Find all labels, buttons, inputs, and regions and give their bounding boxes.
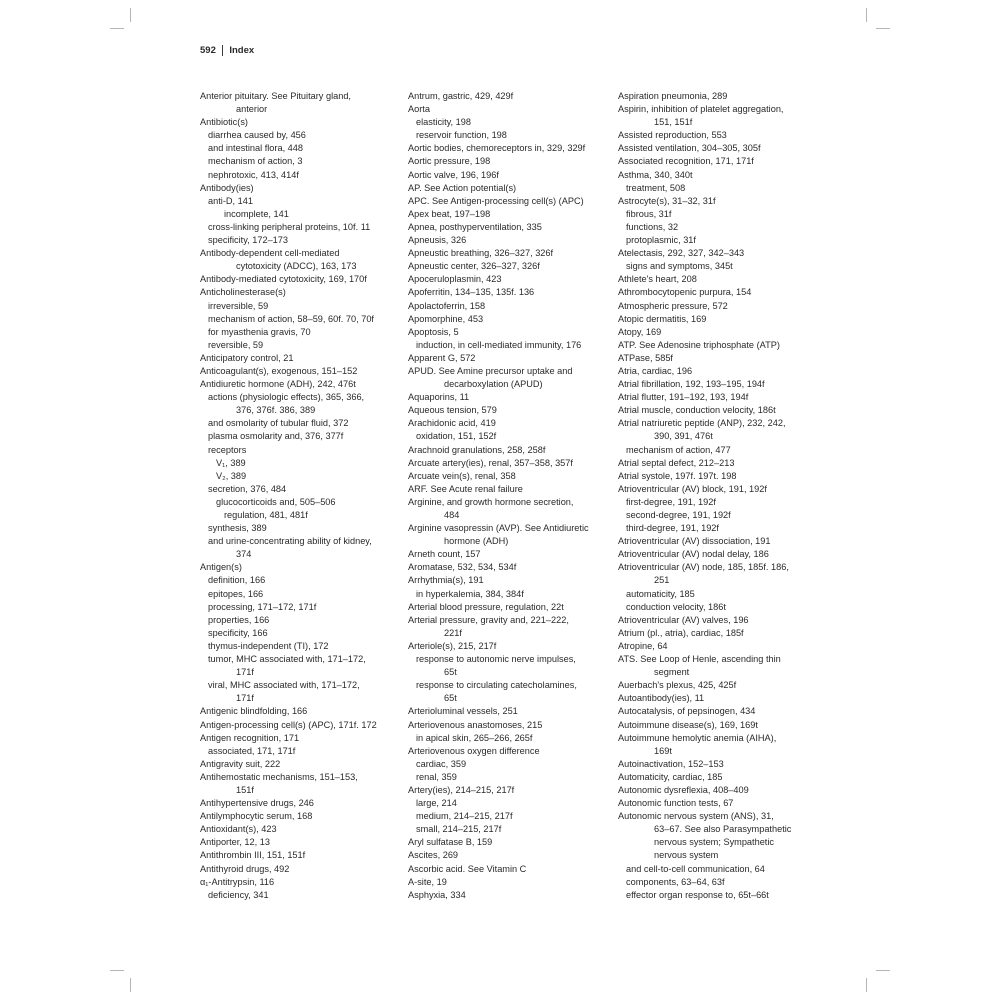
crop-mark-right-bottom: [876, 970, 890, 971]
index-subentry: 484: [444, 510, 460, 520]
index-entry: Auerbach's plexus, 425, 425f: [618, 680, 737, 691]
index-entry: Arcuate artery(ies), renal, 357–358, 357f: [408, 457, 573, 468]
index-subentry: processing, 171–172, 171f: [208, 601, 317, 612]
index-entry: Assisted ventilation, 304–305, 305f: [618, 143, 761, 154]
index-entry: Atrioventricular (AV) nodal delay, 186: [618, 549, 769, 560]
page-number: 592: [200, 45, 216, 56]
crop-mark-right-top: [876, 28, 890, 29]
index-subentry: cytotoxicity (ADCC), 163, 173: [236, 261, 357, 272]
index-entry: Autonomic nervous system (ANS), 31,: [618, 811, 774, 822]
index-entry: Apoptosis, 5: [408, 326, 459, 337]
index-subentry: in hyperkalemia, 384, 384f: [416, 588, 524, 599]
index-entry: APC. See Antigen-processing cell(s) (APC): [408, 195, 584, 206]
index-entry: Aromatase, 532, 534, 534f: [408, 562, 517, 573]
index-subentry: protoplasmic, 31f: [626, 235, 696, 246]
index-entry: Arterioluminal vessels, 251: [408, 706, 518, 717]
index-entry: Atrium (pl., atria), cardiac, 185f: [618, 627, 744, 638]
index-entry: Aspiration pneumonia, 289: [618, 91, 728, 101]
index-subentry: signs and symptoms, 345t: [626, 261, 733, 272]
index-entry: AP. See Action potential(s): [408, 182, 517, 193]
index-entry: Arrhythmia(s), 191: [408, 575, 484, 586]
index-entry: Atrioventricular (AV) valves, 196: [618, 614, 749, 625]
index-entry: Apoferritin, 134–135, 135f. 136: [408, 287, 535, 298]
index-entry: ATPase, 585f: [618, 352, 673, 363]
index-entry: Associated recognition, 171, 171f: [618, 156, 754, 167]
index-subentry: and urine-concentrating ability of kidney,: [208, 536, 372, 547]
index-entry: Antithrombin III, 151, 151f: [200, 850, 306, 861]
index-entry: Atrial septal defect, 212–213: [618, 457, 735, 468]
index-subentry: V₁, 389: [216, 457, 246, 468]
index-subentry: properties, 166: [208, 614, 270, 625]
index-entry: Arteriole(s), 215, 217f: [408, 640, 497, 651]
index-subentry: and osmolarity of tubular fluid, 372: [208, 418, 349, 429]
index-entry: Asphyxia, 334: [408, 889, 466, 900]
index-entry: Aorta: [408, 104, 430, 115]
index-subentry: response to circulating catecholamines,: [416, 680, 577, 691]
index-entry: Anticoagulant(s), exogenous, 151–152: [200, 365, 358, 376]
index-subentry: definition, 166: [208, 575, 266, 586]
index-entry: Arcuate vein(s), renal, 358: [408, 470, 516, 481]
index-subentry: glucocorticoids and, 505–506: [216, 496, 336, 507]
index-subentry: fibrous, 31f: [626, 208, 672, 219]
index-entry: Atrial systole, 197f. 197t. 198: [618, 470, 737, 481]
index-subentry: large, 214: [416, 798, 457, 809]
index-subentry: mechanism of action, 3: [208, 156, 303, 167]
index-subentry: receptors: [208, 444, 247, 455]
index-entry: Apnea, posthyperventilation, 335: [408, 221, 542, 232]
index-entry: Autonomic function tests, 67: [618, 798, 734, 809]
index-entry: Antilymphocytic serum, 168: [200, 811, 313, 822]
index-entry: Apex beat, 197–198: [408, 208, 491, 219]
index-entry: α₁-Antitrypsin, 116: [200, 876, 275, 887]
index-entry: Apparent G, 572: [408, 352, 476, 363]
section-title: Index: [229, 45, 255, 56]
index-subentry: and cell-to-cell communication, 64: [626, 863, 765, 874]
index-subentry: oxidation, 151, 152f: [416, 431, 497, 442]
index-entry: Antigen(s): [200, 562, 242, 573]
index-entry: Apoceruloplasmin, 423: [408, 274, 502, 285]
index-subentry: first-degree, 191, 192f: [626, 496, 716, 507]
index-entry: Atelectasis, 292, 327, 342–343: [618, 248, 745, 259]
index-entry: Atrial fibrillation, 192, 193–195, 194f: [618, 379, 765, 390]
index-entry: Antigen recognition, 171: [200, 732, 300, 743]
index-entry: A-site, 19: [408, 876, 447, 887]
index-subentry: renal, 359: [416, 771, 457, 782]
index-subentry: segment: [654, 667, 690, 678]
index-entry: Arterial blood pressure, regulation, 22t: [408, 601, 564, 612]
index-subentry: 171f: [236, 667, 254, 678]
crop-mark-top-left: [130, 8, 131, 22]
index-entry: Antioxidant(s), 423: [200, 824, 277, 835]
index-entry: Athlete's heart, 208: [618, 274, 697, 285]
index-subentry: and intestinal flora, 448: [208, 143, 304, 154]
index-entry: Anticipatory control, 21: [200, 352, 294, 363]
index-subentry: 65t: [444, 693, 457, 704]
index-subentry: 376, 376f. 386, 389: [236, 405, 316, 416]
index-subentry: decarboxylation (APUD): [444, 379, 543, 390]
index-subentry: functions, 32: [626, 221, 679, 232]
index-subentry: nervous system; Sympathetic: [654, 837, 774, 848]
index-entry: ARF. See Acute renal failure: [408, 483, 523, 494]
index-subentry: epitopes, 166: [208, 588, 264, 599]
index-entry: Atopic dermatitis, 169: [618, 313, 707, 324]
index-entry: ATP. See Adenosine triphosphate (ATP): [618, 339, 780, 350]
index-entry: Aqueous tension, 579: [408, 405, 497, 416]
index-subentry: 151f: [236, 784, 254, 795]
index-subentry: anterior: [236, 104, 268, 115]
index-entry: Anterior pituitary. See Pituitary gland,: [200, 91, 351, 101]
index-subentry: third-degree, 191, 192f: [626, 523, 719, 534]
index-column-2: [408, 90, 608, 902]
index-entry: Arginine vasopressin (AVP). See Antidiuretic: [408, 523, 589, 534]
index-entry: Antigravity suit, 222: [200, 758, 281, 769]
index-subentry: specificity, 172–173: [208, 235, 289, 246]
index-entry: Apneusis, 326: [408, 235, 467, 246]
index-entry: Autonomic dysreflexia, 408–409: [618, 784, 749, 795]
crop-mark-bottom-left: [130, 978, 131, 992]
index-subentry: actions (physiologic effects), 365, 366,: [208, 392, 365, 403]
index-entry: Antrum, gastric, 429, 429f: [408, 91, 514, 101]
index-subentry: mechanism of action, 58–59, 60f. 70, 70f: [208, 313, 374, 324]
index-subentry: cross-linking peripheral proteins, 10f. 11: [208, 221, 371, 232]
index-subentry: for myasthenia gravis, 70: [208, 326, 311, 337]
index-subentry: hormone (ADH): [444, 536, 509, 547]
crop-mark-left-top: [110, 28, 124, 29]
index-subentry: automaticity, 185: [626, 588, 695, 599]
index-entry: Antidiuretic hormone (ADH), 242, 476t: [200, 379, 356, 390]
index-entry: Arachnoid granulations, 258, 258f: [408, 444, 546, 455]
index-subentry: 171f: [236, 693, 254, 704]
index-entry: Atmospheric pressure, 572: [618, 300, 728, 311]
index-entry: Autoinactivation, 152–153: [618, 758, 724, 769]
index-subentry: irreversible, 59: [208, 300, 269, 311]
index-entry: Astrocyte(s), 31–32, 31f: [618, 195, 716, 206]
index-subentry: conduction velocity, 186t: [626, 601, 726, 612]
index-subentry: components, 63–64, 63f: [626, 876, 725, 887]
index-entry: Aryl sulfatase B, 159: [408, 837, 493, 848]
index-subentry: 251: [654, 575, 670, 586]
index-subentry: 151, 151f: [654, 117, 693, 128]
index-subentry: 374: [236, 549, 252, 560]
index-subentry: treatment, 508: [626, 182, 686, 193]
index-subentry: 169t: [654, 745, 672, 756]
index-entry: Assisted reproduction, 553: [618, 130, 727, 141]
index-subentry: diarrhea caused by, 456: [208, 130, 306, 141]
index-entry: Arteriovenous anastomoses, 215: [408, 719, 543, 730]
index-entry: Antibody-dependent cell-mediated: [200, 248, 340, 259]
index-entry: Asthma, 340, 340t: [618, 169, 693, 180]
index-entry: Ascorbic acid. See Vitamin C: [408, 863, 527, 874]
index-entry: Athrombocytopenic purpura, 154: [618, 287, 752, 298]
index-entry: Aortic pressure, 198: [408, 156, 491, 167]
index-subentry: mechanism of action, 477: [626, 444, 731, 455]
index-subentry: induction, in cell-mediated immunity, 176: [416, 339, 582, 350]
index-entry: Apneustic center, 326–327, 326f: [408, 261, 540, 272]
index-subentry: reversible, 59: [208, 339, 264, 350]
index-entry: Apomorphine, 453: [408, 313, 484, 324]
index-subentry: 65t: [444, 667, 457, 678]
index-entry: Apolactoferrin, 158: [408, 300, 486, 311]
index-entry: Anticholinesterase(s): [200, 287, 286, 298]
index-subentry: in apical skin, 265–266, 265f: [416, 732, 533, 743]
index-entry: Antiporter, 12, 13: [200, 837, 270, 848]
index-entry: ATS. See Loop of Henle, ascending thin: [618, 654, 781, 665]
index-subentry: deficiency, 341: [208, 889, 269, 900]
index-subentry: elasticity, 198: [416, 117, 471, 128]
index-entry: Atrioventricular (AV) node, 185, 185f. 186,: [618, 562, 789, 573]
index-subentry: tumor, MHC associated with, 171–172,: [208, 654, 366, 665]
index-subentry: incomplete, 141: [224, 208, 289, 219]
index-entry: Apneustic breathing, 326–327, 326f: [408, 248, 554, 259]
index-subentry: regulation, 481, 481f: [224, 510, 308, 520]
index-entry: Atria, cardiac, 196: [618, 365, 693, 376]
index-entry: Atopy, 169: [618, 326, 662, 337]
index-subentry: 390, 391, 476t: [654, 431, 713, 442]
index-subentry: effector organ response to, 65t–66t: [626, 889, 769, 900]
header-divider: [222, 45, 224, 56]
crop-mark-left-bottom: [110, 970, 124, 971]
index-entry: Atropine, 64: [618, 640, 668, 651]
index-entry: Antihypertensive drugs, 246: [200, 798, 314, 809]
index-entry: Atrioventricular (AV) dissociation, 191: [618, 536, 771, 547]
index-entry: Autoimmune disease(s), 169, 169t: [618, 719, 758, 730]
index-entry: Atrial flutter, 191–192, 193, 194f: [618, 392, 749, 403]
index-entry: Aquaporins, 11: [408, 392, 470, 403]
index-entry: Antibody(ies): [200, 182, 254, 193]
index-subentry: cardiac, 359: [416, 758, 467, 769]
index-subentry: medium, 214–215, 217f: [416, 811, 513, 822]
index-subentry: 221f: [444, 627, 462, 638]
index-entry: Antithyroid drugs, 492: [200, 863, 290, 874]
index-entry: Antihemostatic mechanisms, 151–153,: [200, 771, 358, 782]
index-entry: Autoantibody(ies), 11: [618, 693, 705, 704]
index-entry: Arterial pressure, gravity and, 221–222,: [408, 614, 569, 625]
index-subentry: viral, MHC associated with, 171–172,: [208, 680, 360, 691]
index-entry: Autocatalysis, of pepsinogen, 434: [618, 706, 756, 717]
crop-mark-top-right: [866, 8, 867, 22]
index-subentry: second-degree, 191, 192f: [626, 510, 731, 520]
index-entry: Aortic valve, 196, 196f: [408, 169, 499, 180]
index-subentry: plasma osmolarity and, 376, 377f: [208, 431, 344, 442]
index-subentry: associated, 171, 171f: [208, 745, 296, 756]
crop-mark-bottom-right: [866, 978, 867, 992]
index-subentry: synthesis, 389: [208, 523, 267, 534]
index-subentry: anti-D, 141: [208, 195, 253, 206]
index-entry: Aortic bodies, chemoreceptors in, 329, 329f: [408, 143, 586, 154]
index-entry: Atrial natriuretic peptide (ANP), 232, 242,: [618, 418, 786, 429]
index-column-1: [200, 90, 400, 902]
index-entry: Atrioventricular (AV) block, 191, 192f: [618, 483, 767, 494]
index-subentry: thymus-independent (TI), 172: [208, 640, 329, 651]
index-entry: Ascites, 269: [408, 850, 459, 861]
index-subentry: reservoir function, 198: [416, 130, 507, 141]
index-entry: APUD. See Amine precursor uptake and: [408, 365, 573, 376]
index-column-3: [618, 90, 818, 902]
index-entry: Arginine, and growth hormone secretion,: [408, 496, 574, 507]
index-subentry: specificity, 166: [208, 627, 268, 638]
index-subentry: nephrotoxic, 413, 414f: [208, 169, 299, 180]
index-subentry: 63–67. See also Parasympathetic: [654, 824, 792, 835]
index-entry: Antigenic blindfolding, 166: [200, 706, 308, 717]
index-entry: Atrial muscle, conduction velocity, 186t: [618, 405, 776, 416]
index-subentry: small, 214–215, 217f: [416, 824, 502, 835]
index-entry: Automaticity, cardiac, 185: [618, 771, 723, 782]
index-entry: Arneth count, 157: [408, 549, 481, 560]
index-entry: Autoimmune hemolytic anemia (AIHA),: [618, 732, 777, 743]
index-entry: Antigen-processing cell(s) (APC), 171f. 172: [200, 719, 377, 730]
index-entry: Antibody-mediated cytotoxicity, 169, 170f: [200, 274, 367, 285]
index-entry: Antibiotic(s): [200, 117, 248, 128]
index-subentry: nervous system: [654, 850, 719, 861]
page-header: [200, 45, 254, 56]
index-entry: Arteriovenous oxygen difference: [408, 745, 540, 756]
index-entry: Arachidonic acid, 419: [408, 418, 496, 429]
index-subentry: V₂, 389: [216, 470, 247, 481]
index-entry: Artery(ies), 214–215, 217f: [408, 784, 515, 795]
index-subentry: secretion, 376, 484: [208, 483, 287, 494]
index-subentry: response to autonomic nerve impulses,: [416, 654, 576, 665]
index-entry: Aspirin, inhibition of platelet aggregation,: [618, 104, 784, 115]
